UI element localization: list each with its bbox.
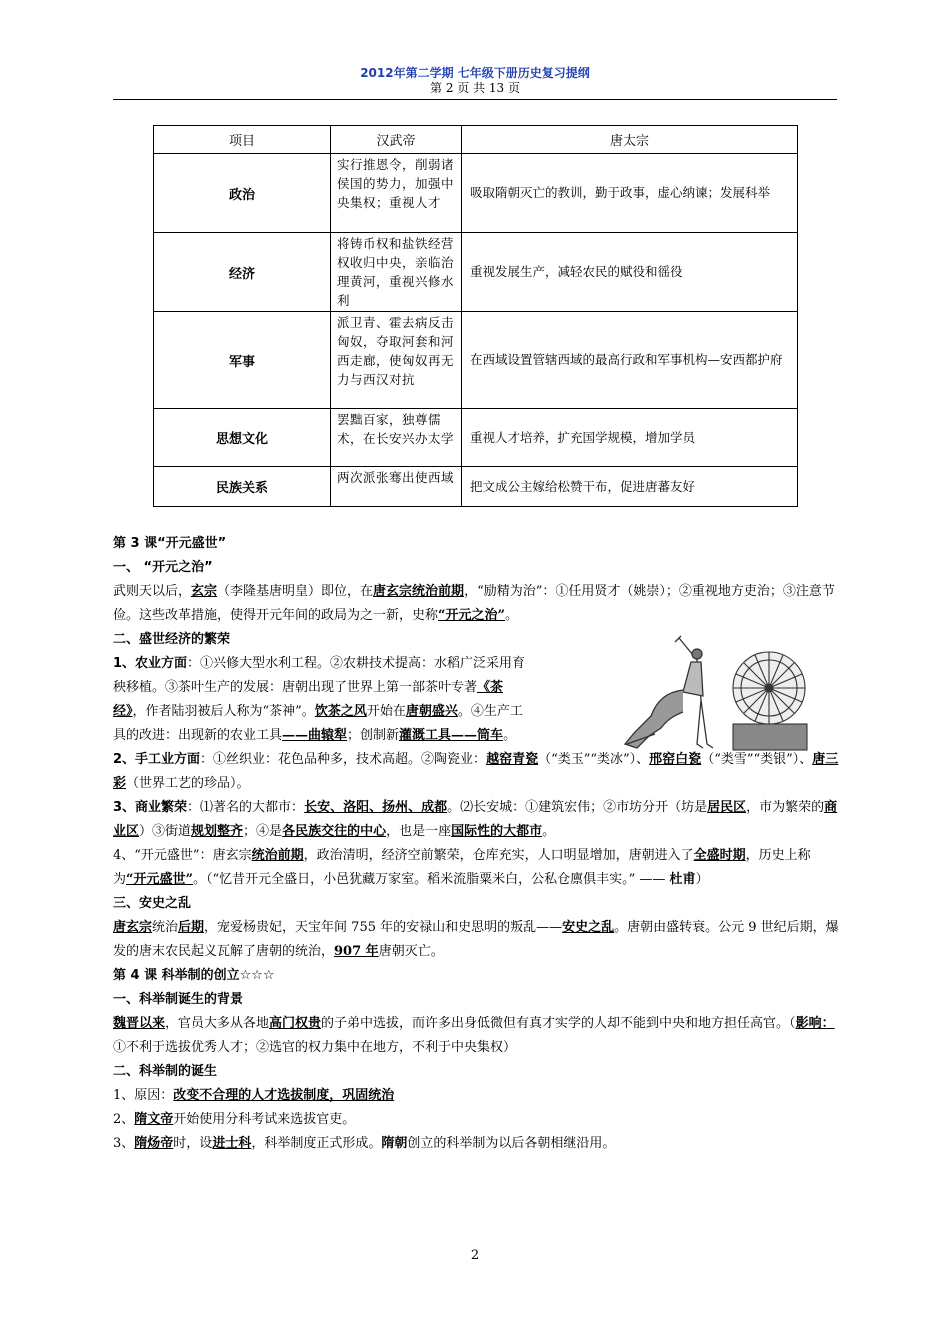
row-item: 军事 bbox=[154, 312, 331, 409]
paragraph: 唐玄宗统治后期，宠爱杨贵妃，天宝年间 755 年的安禄山和史思明的叛乱——安史之乱。唐朝由盛转衰。公元 9 世纪后期，爆发的唐末农民起义瓦解了唐朝的统治，907 年唐朝灭亡。 bbox=[113, 920, 839, 959]
table-row bbox=[154, 409, 798, 467]
han-cell: 两次派张骞出使西域 bbox=[331, 467, 462, 507]
tang-cell: 重视人才培养，扩充国学规模，增加学员 bbox=[462, 409, 798, 467]
page-info: 第 2 页 共 13 页 bbox=[430, 81, 520, 95]
section-heading: 二、盛世经济的繁荣 bbox=[113, 632, 231, 647]
column-header: 汉武帝 bbox=[331, 126, 462, 154]
table-row bbox=[154, 154, 798, 233]
han-cell: 派卫青、霍去病反击匈奴，夺取河套和河西走廊，使匈奴再无力与西汉对抗 bbox=[331, 312, 462, 409]
table-row bbox=[154, 312, 798, 409]
han-cell: 罢黜百家，独尊儒术，在长安兴办太学 bbox=[331, 409, 462, 467]
section-heading: 二、科举制的诞生 bbox=[113, 1064, 218, 1079]
row-item: 政治 bbox=[154, 154, 331, 233]
row-item: 经济 bbox=[154, 233, 331, 312]
tang-cell: 吸取隋朝灭亡的教训，勤于政事，虚心纳谏；发展科举 bbox=[462, 154, 798, 233]
section-heading: 三、安史之乱 bbox=[113, 896, 192, 911]
paragraph: 武则天以后，玄宗（李隆基唐明皇）即位，在唐玄宗统治前期，“励精为治”：①任用贤才（姚崇）；②重视地方吏治；③注意节俭。这些改革措施，使得开元年间的政局为之一新，史称“开元之治”。 bbox=[113, 584, 835, 623]
paragraph-handicraft: 2、手工业方面：①丝织业：花色品种多，技术高超。②陶瓷业：越窑青瓷（“类玉”“类冰”）、邢窑白瓷（“类雪”“类银”）、唐三彩（世界工艺的珍品）。 bbox=[113, 752, 839, 791]
paragraph-agriculture: 1、农业方面：①兴修大型水利工程。②农耕技术提高：水稻广泛采用育秧移植。③茶叶生产的发展：唐朝出现了世界上第一部茶叶专著《茶经》，作者陆羽被后人称为“茶神”。饮茶之风开始在唐朝盛兴。④生产工具的改进：出现新的农业工具——曲辕犁；创制新灌溉工具——筒车。 bbox=[113, 656, 526, 743]
paragraph-kaiyuan: 4、“开元盛世”：唐玄宗统治前期，政治清明，经济空前繁荣，仓库充实，人口明显增加，唐朝进入了全盛时期，历史上称为“开元盛世”。（“忆昔开元全盛日，小邑犹藏万家室。稻米流脂粟米白，公私仓廪俱丰实。” —— 杜甫） bbox=[113, 848, 811, 887]
tang-cell: 重视发展生产，减轻农民的赋役和徭役 bbox=[462, 233, 798, 312]
column-header: 项目 bbox=[154, 126, 331, 154]
farming-tools-illustration bbox=[617, 632, 813, 756]
han-cell: 实行推恩令，削弱诸侯国的势力，加强中央集权；重视人才 bbox=[331, 154, 462, 233]
row-item: 思想文化 bbox=[154, 409, 331, 467]
paragraph: 魏晋以来，官员大多从各地高门权贵的子弟中选拔，而许多出身低微但有真才实学的人却不能到中央和地方担任高官。（影响：①不利于选拔优秀人才；②选官的权力集中在地方，不利于中央集权） bbox=[113, 1016, 835, 1055]
row-item: 民族关系 bbox=[154, 467, 331, 507]
page-number: 2 bbox=[470, 1248, 480, 1263]
han-cell: 将铸币权和盐铁经营权收归中央，亲临治理黄河，重视兴修水利 bbox=[331, 233, 462, 312]
page-header bbox=[113, 66, 837, 96]
list-item: 2、隋文帝开始使用分科考试来选拔官吏。 bbox=[113, 1112, 356, 1127]
section-heading: 一、科举制诞生的背景 bbox=[113, 992, 244, 1007]
lesson3-title: 第 3 课“开元盛世” bbox=[113, 536, 227, 551]
waterwheel-icon bbox=[733, 652, 807, 750]
table-header-row bbox=[154, 126, 798, 154]
tang-cell: 把文成公主嫁给松赞干布，促进唐蕃友好 bbox=[462, 467, 798, 507]
comparison-table bbox=[153, 125, 798, 507]
list-item: 3、隋炀帝时，设进士科，科举制度正式形成。隋朝创立的科举制为以后各朝相继沿用。 bbox=[113, 1136, 616, 1151]
paragraph-commerce: 3、商业繁荣：⑴著名的大都市：长安、洛阳、扬州、成都。⑵长安城：①建筑宏伟；②市坊分开（坊是居民区，市为繁荣的商业区）③街道规划整齐；④是各民族交往的中心，也是一座国际性的大都市。 bbox=[113, 800, 838, 839]
section-heading: 一、 “开元之治” bbox=[113, 560, 213, 575]
list-item: 1、原因：改变不合理的人才选拔制度，巩固统治 bbox=[113, 1088, 395, 1103]
header-divider bbox=[113, 99, 837, 100]
plough-figure-icon bbox=[625, 636, 713, 748]
table-row bbox=[154, 233, 798, 312]
tang-cell: 在西域设置管辖西域的最高行政和军事机构—安西都护府 bbox=[462, 312, 798, 409]
table-row bbox=[154, 467, 798, 507]
column-header: 唐太宗 bbox=[462, 126, 798, 154]
document-title: 2012年第二学期 七年级下册历史复习提纲 bbox=[360, 66, 590, 80]
lesson4-title: 第 4 课 科举制的创立☆☆☆ bbox=[113, 968, 275, 983]
document-body bbox=[113, 532, 841, 1156]
